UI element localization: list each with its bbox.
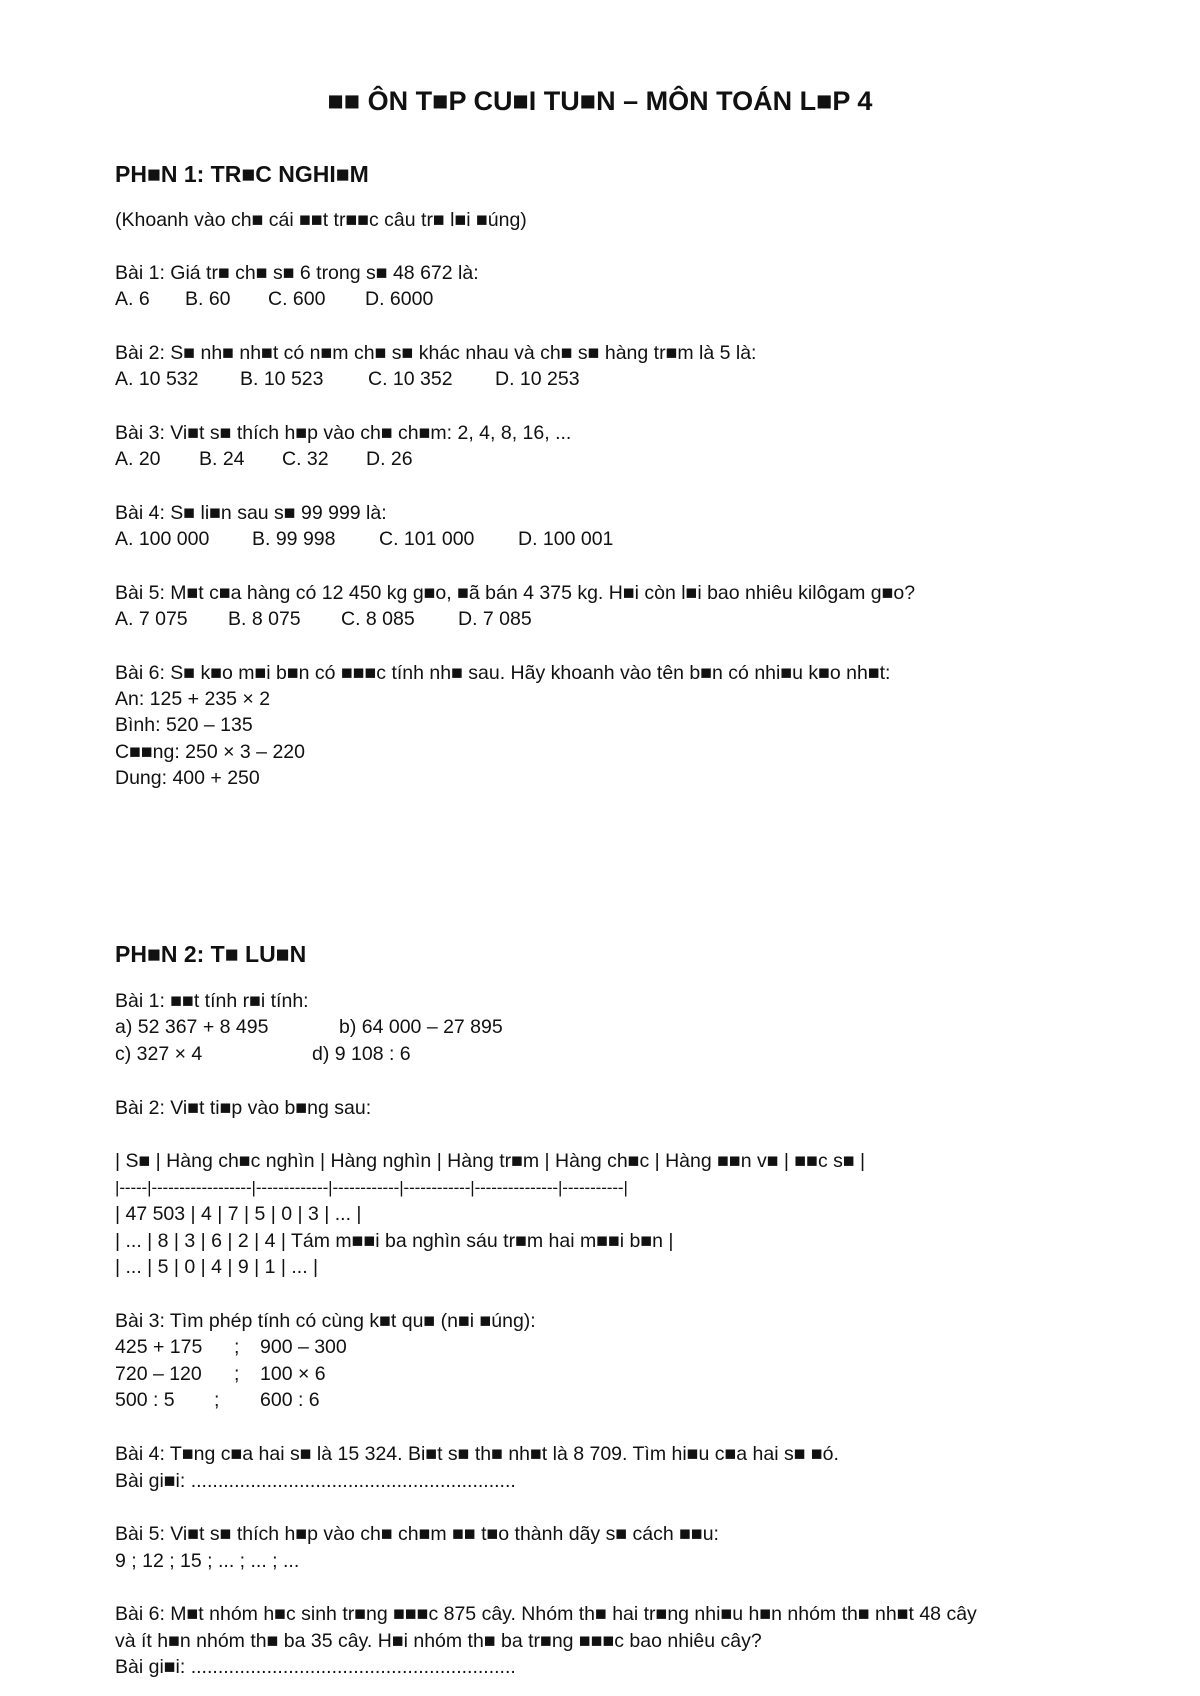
option-c: C. 32 bbox=[282, 448, 329, 470]
expr-sep: ; bbox=[214, 1389, 220, 1411]
option-d: D. 7 085 bbox=[458, 608, 532, 630]
option-c: C. 101 000 bbox=[379, 528, 475, 550]
p2-q1-row bbox=[115, 1042, 411, 1066]
p2-q6-answer: Bài gi■i: ............................................................ bbox=[115, 1656, 516, 1678]
p1-q2-text: Bài 2: S■ nh■ nh■t có n■m ch■ s■ khác nhau và ch■ s■ hàng tr■m là 5 là: bbox=[115, 342, 757, 364]
worksheet-title: ■■ ÔN T■P CU■I TU■N – MÔN TOÁN L■P 4 bbox=[327, 86, 873, 116]
part2-heading: PH■N 2: T■ LU■N bbox=[115, 941, 307, 967]
p2-q5-sequence: 9 ; 12 ; 15 ; ... ; ... ; ... bbox=[115, 1550, 300, 1572]
p1-q6-line: An: 125 + 235 × 2 bbox=[115, 688, 271, 710]
p2-q3-row bbox=[115, 1335, 347, 1359]
p2-q2-text: Bài 2: Vi■t ti■p vào b■ng sau: bbox=[115, 1097, 372, 1119]
table-row-line: | ... | 5 | 0 | 4 | 9 | 1 | ... | bbox=[115, 1256, 319, 1278]
p1-q5-options bbox=[115, 607, 532, 631]
option-c: C. 10 352 bbox=[368, 368, 453, 390]
expr-sep: ; bbox=[234, 1336, 240, 1358]
calc-a: a) 52 367 + 8 495 bbox=[115, 1016, 269, 1038]
part1-heading: PH■N 1: TR■C NGHI■M bbox=[115, 161, 369, 187]
expr-right: 600 : 6 bbox=[260, 1389, 320, 1411]
p2-q1-text: Bài 1: ■■t tính r■i tính: bbox=[115, 990, 309, 1012]
p2-q3-row bbox=[115, 1388, 320, 1412]
option-a: A. 10 532 bbox=[115, 368, 199, 390]
p2-q6-line2: và ít h■n nhóm th■ ba 35 cây. H■i nhóm th■ ba tr■ng ■■■c bao nhiêu cây? bbox=[115, 1630, 762, 1652]
option-d: D. 100 001 bbox=[518, 528, 614, 550]
p2-q5-text: Bài 5: Vi■t s■ thích h■p vào ch■ ch■m ■■ t■o thành dãy s■ cách ■■u: bbox=[115, 1523, 719, 1545]
calc-d: d) 9 108 : 6 bbox=[312, 1043, 411, 1065]
option-b: B. 8 075 bbox=[228, 608, 301, 630]
option-d: D. 6000 bbox=[365, 288, 434, 310]
option-a: A. 6 bbox=[115, 288, 150, 310]
p2-q1-row bbox=[115, 1015, 503, 1039]
expr-right: 900 – 300 bbox=[260, 1336, 347, 1358]
p2-q4-text: Bài 4: T■ng c■a hai s■ là 15 324. Bi■t s■ th■ nh■t là 8 709. Tìm hi■u c■a hai s■ ■ó. bbox=[115, 1443, 839, 1465]
p1-q6-line: C■■ng: 250 × 3 – 220 bbox=[115, 741, 305, 763]
p1-q4-options bbox=[115, 527, 613, 551]
option-b: B. 60 bbox=[185, 288, 231, 310]
p1-q6-text: Bài 6: S■ k■o m■i b■n có ■■■c tính nh■ sau. Hãy khoanh vào tên b■n có nhi■u k■o nh■t: bbox=[115, 662, 891, 684]
expr-sep: ; bbox=[234, 1363, 240, 1385]
expr-right: 100 × 6 bbox=[260, 1363, 326, 1385]
expr-left: 500 : 5 bbox=[115, 1389, 175, 1411]
table-separator-line: |-----|------------------|-------------|------------|------------|---------------|-----------| bbox=[115, 1178, 628, 1197]
option-d: D. 10 253 bbox=[495, 368, 580, 390]
part1-instruction: (Khoanh vào ch■ cái ■■t tr■■c câu tr■ l■i ■úng) bbox=[115, 209, 527, 231]
calc-b: b) 64 000 – 27 895 bbox=[339, 1016, 503, 1038]
table-header-line: | S■ | Hàng ch■c nghìn | Hàng nghìn | Hàng tr■m | Hàng ch■c | Hàng ■■n v■ | ■■c s■ | bbox=[115, 1150, 866, 1172]
table-row-line: | ... | 8 | 3 | 6 | 2 | 4 | Tám m■■i ba nghìn sáu tr■m hai m■■i b■n | bbox=[115, 1230, 674, 1252]
p2-q3-row bbox=[115, 1362, 326, 1386]
p2-q3-text: Bài 3: Tìm phép tính có cùng k■t qu■ (n■i ■úng): bbox=[115, 1310, 536, 1332]
option-c: C. 600 bbox=[268, 288, 326, 310]
p1-q2-options bbox=[115, 367, 580, 391]
p2-q4-answer: Bài gi■i: ............................................................ bbox=[115, 1470, 516, 1492]
option-b: B. 99 998 bbox=[252, 528, 336, 550]
p1-q3-options bbox=[115, 447, 413, 471]
option-a: A. 20 bbox=[115, 448, 161, 470]
p1-q4-text: Bài 4: S■ li■n sau s■ 99 999 là: bbox=[115, 502, 387, 524]
p1-q1-options bbox=[115, 287, 433, 311]
p2-q6-line1: Bài 6: M■t nhóm h■c sinh tr■ng ■■■c 875 cây. Nhóm th■ hai tr■ng nhi■u h■n nhóm th■ nh■t 48 cây bbox=[115, 1603, 977, 1625]
option-b: B. 10 523 bbox=[240, 368, 324, 390]
calc-c: c) 327 × 4 bbox=[115, 1043, 203, 1065]
option-b: B. 24 bbox=[199, 448, 245, 470]
option-c: C. 8 085 bbox=[341, 608, 415, 630]
p1-q1-text: Bài 1: Giá tr■ ch■ s■ 6 trong s■ 48 672 là: bbox=[115, 262, 479, 284]
expr-left: 720 – 120 bbox=[115, 1363, 202, 1385]
table-row-line: | 47 503 | 4 | 7 | 5 | 0 | 3 | ... | bbox=[115, 1203, 362, 1225]
p1-q3-text: Bài 3: Vi■t s■ thích h■p vào ch■ ch■m: 2, 4, 8, 16, ... bbox=[115, 422, 572, 444]
option-a: A. 100 000 bbox=[115, 528, 210, 550]
option-d: D. 26 bbox=[366, 448, 413, 470]
p1-q6-line: Bình: 520 – 135 bbox=[115, 714, 253, 736]
option-a: A. 7 075 bbox=[115, 608, 188, 630]
p1-q6-line: Dung: 400 + 250 bbox=[115, 767, 260, 789]
expr-left: 425 + 175 bbox=[115, 1336, 203, 1358]
p1-q5-text: Bài 5: M■t c■a hàng có 12 450 kg g■o, ■ã bán 4 375 kg. H■i còn l■i bao nhiêu kilôgam g■o? bbox=[115, 582, 916, 604]
